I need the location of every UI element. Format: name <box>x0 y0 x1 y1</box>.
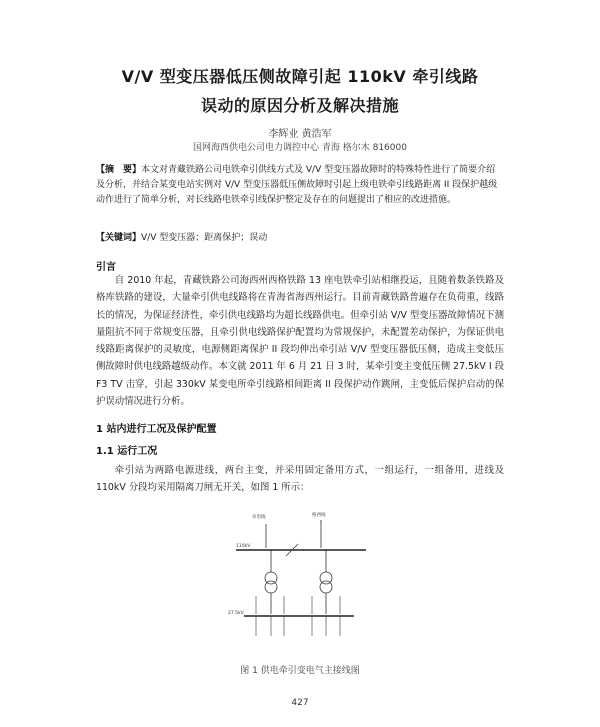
wiring-diagram <box>226 510 376 645</box>
intro-heading: 引言 <box>96 262 116 273</box>
keywords-text: V/V 型变压器；距离保护；误动 <box>141 233 268 243</box>
abstract-text: 本文对青藏铁路公司电铁牵引供线方式及 V/V 型变压器故障时的特殊特性进行了简要介绍及分析，并结合某变电站实例对 V/V 型变压器低压侧故障时引起上级电铁牵引线路距离 II 段保护越级动作进行了简单分析，对长线路电铁牵引线保护整定及存在的问题提出了相应的改进措施。 <box>96 165 498 205</box>
incoming-lines <box>266 520 321 548</box>
aux-feeders <box>256 596 340 614</box>
diagram-label-bus-lv: 27.5kV <box>228 611 244 616</box>
section-1-heading: 1 站内进行工况及保护配置 <box>96 424 217 435</box>
section-1-1-heading: 1.1 运行工况 <box>96 446 158 457</box>
intro-paragraph: 自 2010 年起，青藏铁路公司海西州西格铁路 13 座电铁牵引站相继投运，且随着数条铁路及格库铁路的建设，大量牵引供电线路将在青海省海西州运行。目前青藏铁路普遍存在负荷重，线路长的情况，为保证经济性，牵引供电线路均为超长线路供电。但牵引站 V/V 型变压器故障情况下测量阻抗不同于常规变压器，且牵引供电线路保护配置均为常规保护，未配置差动保护，为保证供电线路距离保护的灵敏度，电源侧距离保护 II 段均伸出牵引站 V/V 型变压器低压侧，造成主变低压侧故障时供电线路越级动作。本文就 2011 年 6 月 21 日 3 时，某牵引变主变低压侧 27.5kV I 段 F3 TV 击穿，引起 330kV 某变电所牵引线路相间距离 II 段保护动作跳闸，主变低后保护启动的保护误动情况进行分析。 <box>96 275 504 408</box>
diagram-label-line-1: 牵电线 <box>252 515 266 520</box>
diagram-label-line-2: 格西线 <box>312 513 326 518</box>
keywords-label: 【关键词】 <box>96 233 142 243</box>
abstract <box>96 163 504 208</box>
affiliation: 国网海西供电公司电力调控中心 青海 格尔木 816000 <box>193 143 407 153</box>
outgoing-feeders <box>256 616 340 636</box>
abstract-label: 【摘 要】 <box>96 165 142 175</box>
diagram-label-bus-hv: 110kV <box>236 544 251 549</box>
transformer-right <box>320 550 332 614</box>
transformer-left <box>265 550 277 614</box>
page-number: 427 <box>291 698 309 708</box>
title-line-2: 误动的原因分析及解决措施 <box>200 96 399 115</box>
figure-caption: 图 1 供电牵引变电气主接线图 <box>240 666 360 676</box>
authors: 李辉业 黄浩军 <box>268 129 332 140</box>
title-line-1: V/V 型变压器低压侧故障引起 110kV 牵引线路 <box>121 67 479 86</box>
section-1-1-paragraph: 牵引站为两路电源进线，两台主变，并采用固定备用方式，一组运行，一组备用，进线及 110kV 分段均采用隔离刀闸无开关，如图 1 所示： <box>96 465 504 494</box>
keywords <box>96 230 504 243</box>
